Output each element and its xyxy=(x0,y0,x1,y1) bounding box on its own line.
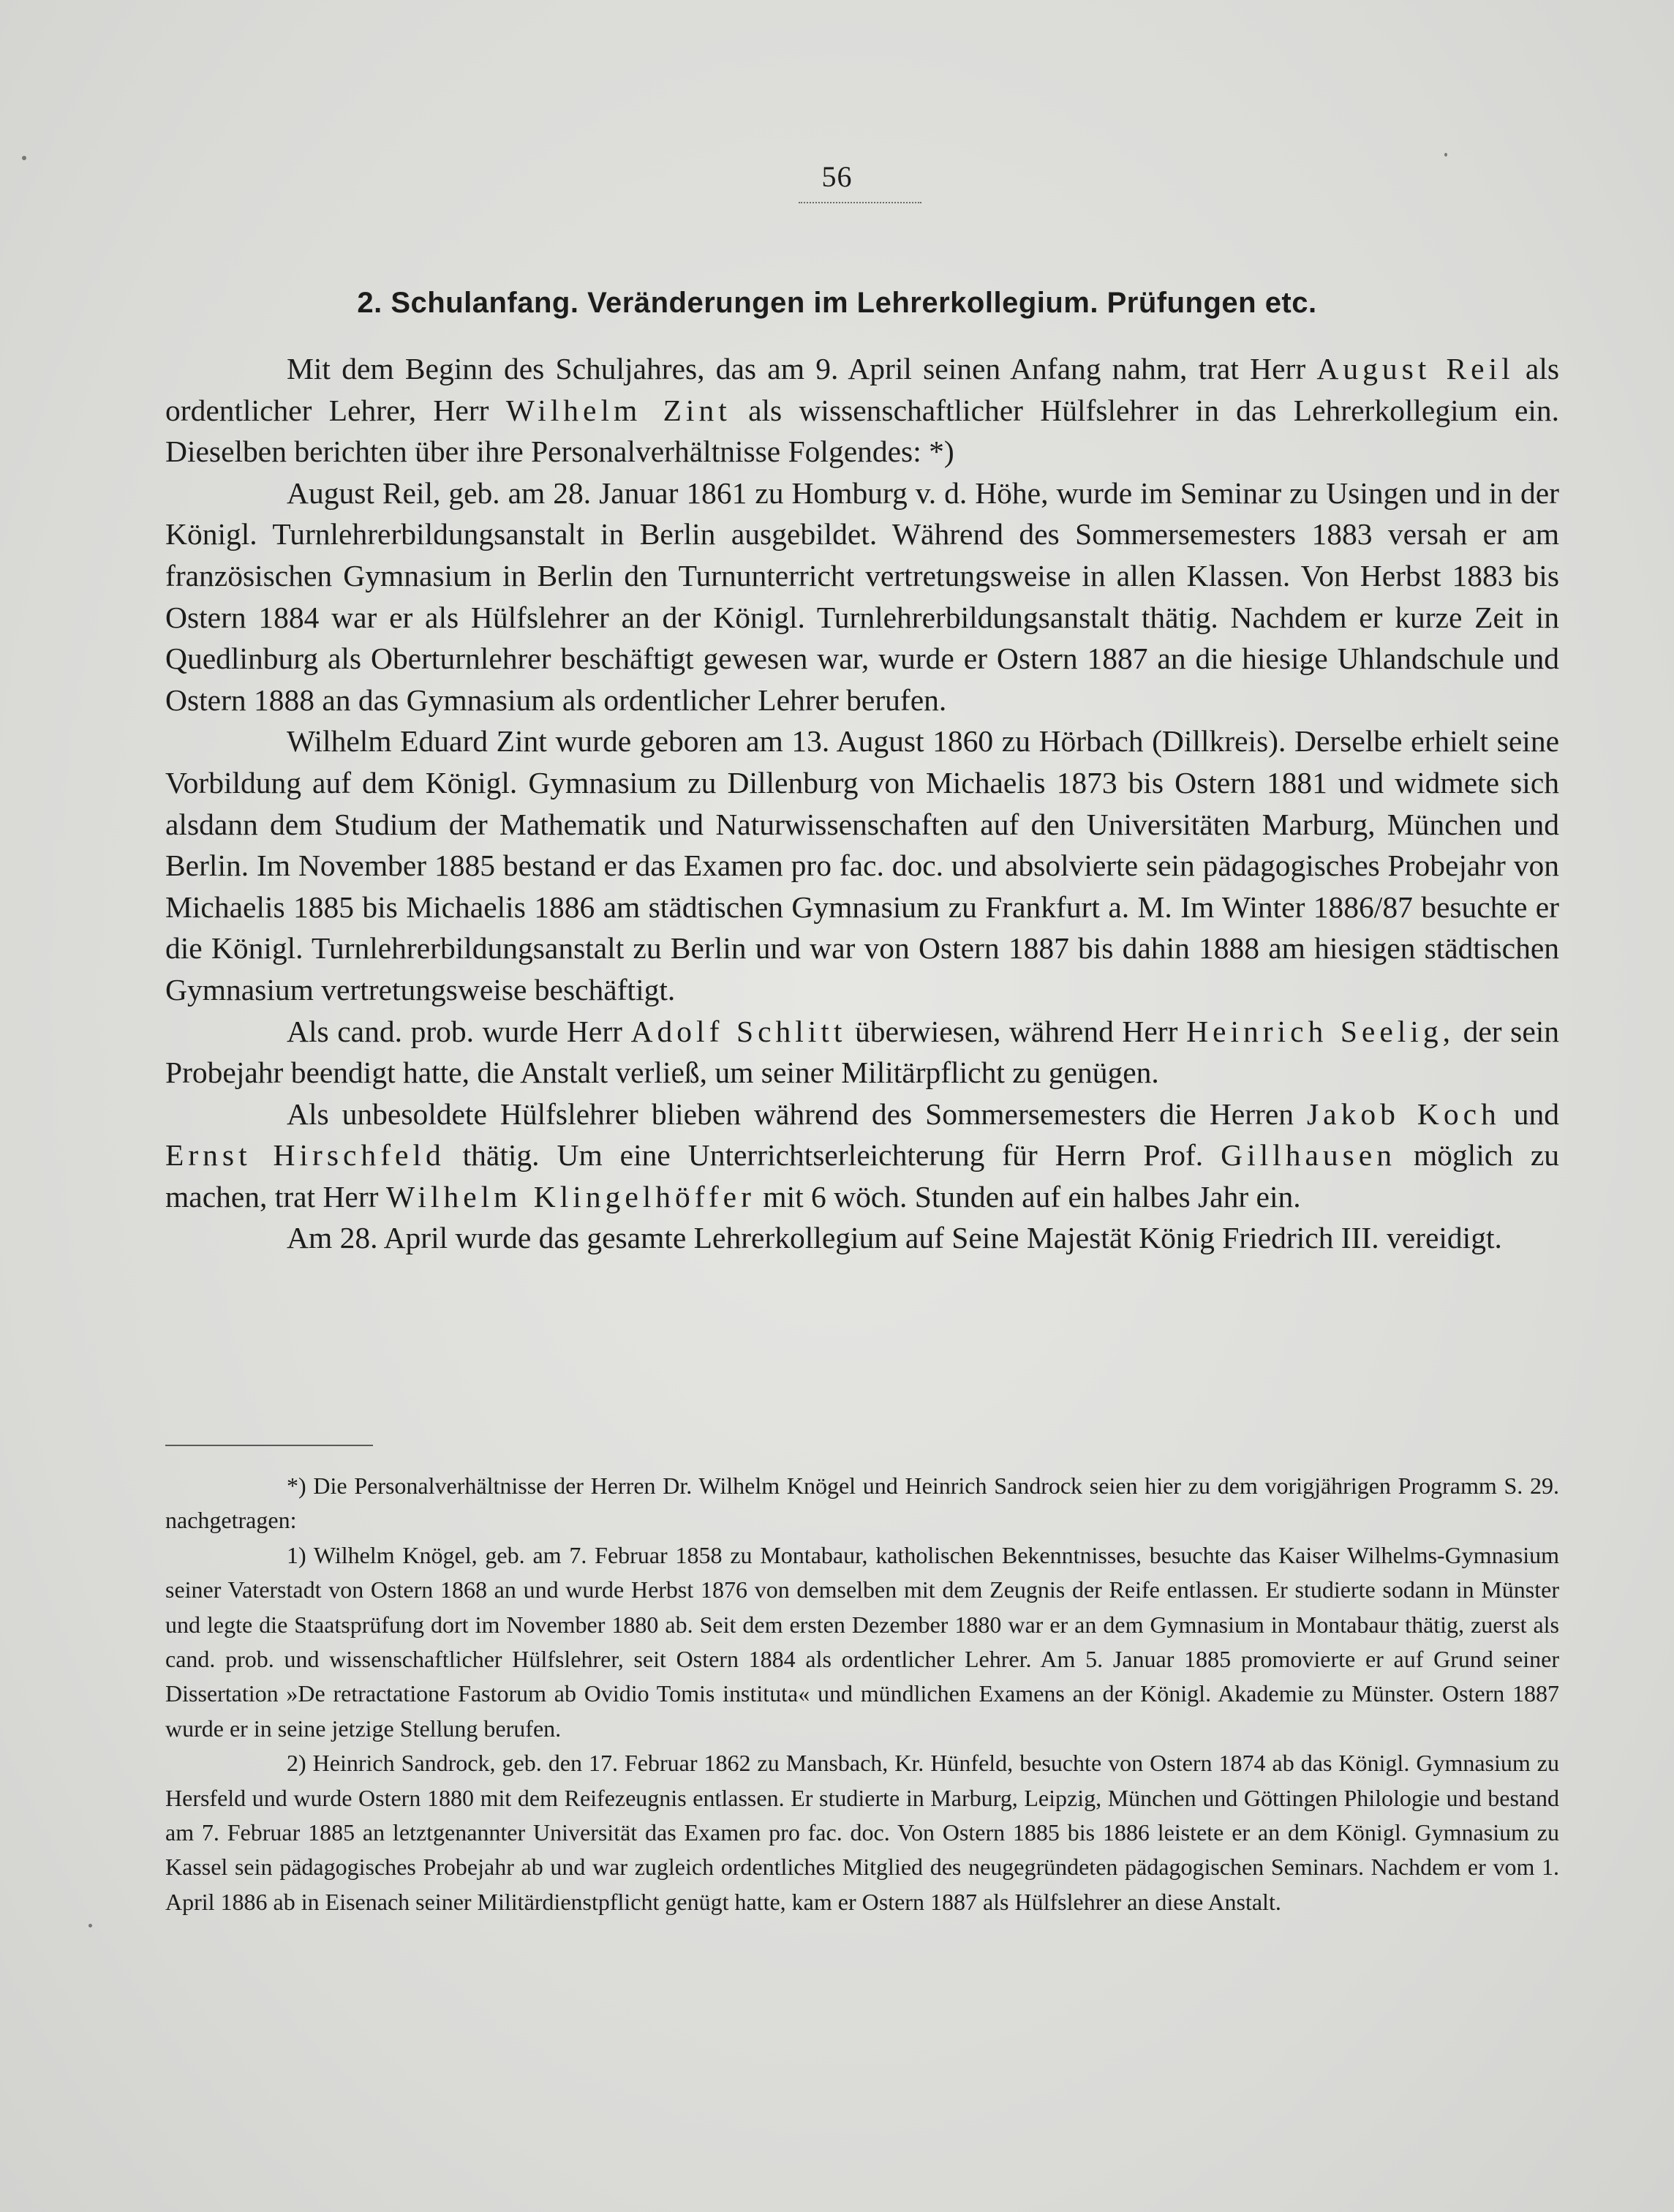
footnotes xyxy=(165,1469,1559,1919)
footnote-sandrock: 2) Heinrich Sandrock, geb. den 17. Februar 1862 zu Mansbach, Kr. Hünfeld, besuchte von Ostern 1874 ab das Königl. Gymnasium zu Hersfeld und wurde Ostern 1880 mit dem Reifezeugnis entlassen. Er studierte in Marburg, Leipzig, München und Göttingen Philologie und bestand am 7. Februar 1885 an letztgenannter Universität das Examen pro fac. doc. Von Ostern 1885 bis 1886 leistete er an dem Königl. Gymnasium zu Kassel sein pädagogisches Probejahr ab und war zugleich ordentliches Mitglied des neugegründeten pädagogischen Seminars. Nachdem er vom 1. April 1886 ab in Eisenach seiner Militärdienstpflicht genügt hatte, kam er Ostern 1887 als Hülfslehrer an diese Anstalt. xyxy=(165,1750,1559,1915)
spaced-name: Jakob Koch xyxy=(1307,1096,1501,1131)
body-text xyxy=(165,348,1559,1259)
scan-speck xyxy=(1444,153,1447,157)
scan-speck xyxy=(88,1924,92,1927)
spaced-name: Heinrich Seelig, xyxy=(1186,1014,1455,1048)
paragraph-zint-biography: Wilhelm Eduard Zint wurde geboren am 13. August 1860 zu Hörbach (Dillkreis). Derselbe erhielt seine Vorbildung auf dem Königl. Gymnasium zu Dillenburg von Michaelis 1873 bis Ostern 1881 und widmete sich alsdann dem Studium der Mathematik und Naturwissenschaften auf den Universitäten Marburg, München und Berlin. Im November 1885 bestand er das Examen pro fac. doc. und absolvierte sein pädagogisches Probejahr von Michaelis 1885 bis Michaelis 1886 am städtischen Gymnasium zu Frankfurt a. M. Im Winter 1886/87 besuchte er die Königl. Turnlehrerbildungsanstalt zu Berlin und war von Ostern 1887 bis dahin 1888 am hiesigen städtischen Gymnasium vertretungsweise beschäftigt. xyxy=(165,724,1559,1007)
spaced-name: Wilhelm Zint xyxy=(505,393,731,427)
paragraph-new-teachers: Mit dem Beginn des Schuljahres, das am 9. April seinen Anfang nahm, trat Herr August Reil als ordentlicher Lehrer, Herr Wilhelm Zint als wissenschaftlicher Hülfslehrer in das Lehrerkollegium ein. Dieselben berichten über ihre Personalverhältnisse Folgendes: *) xyxy=(165,352,1560,469)
paragraph-reil-biography: August Reil, geb. am 28. Januar 1861 zu Homburg v. d. Höhe, wurde im Seminar zu Usingen und in der Königl. Turnlehrerbildungsanstalt in Berlin ausgebildet. Während des Sommersemesters 1883 versah er am französischen Gymnasium in Berlin den Turnunterricht vertretungsweise in allen Klassen. Von Herbst 1883 bis Ostern 1884 war er als Hülfslehrer an der Königl. Turnlehrerbildungsanstalt thätig. Nachdem er kurze Zeit in Quedlinburg als Oberturnlehrer beschäftigt gewesen war, wurde er Ostern 1887 an die hiesige Uhlandschule und Ostern 1888 an das Gymnasium als ordentlicher Lehrer berufen. xyxy=(165,475,1559,717)
page-number-underline xyxy=(799,202,921,203)
section-heading: 2. Schulanfang. Veränderungen im Lehrerkollegium. Prüfungen etc. xyxy=(357,287,1317,319)
spaced-name: Gillhausen xyxy=(1221,1138,1396,1173)
page-number: 56 xyxy=(821,160,853,193)
footnote-separator xyxy=(165,1445,373,1446)
paragraph-oath: Am 28. April wurde das gesamte Lehrerkollegium auf Seine Majestät König Friedrich III. vereidigt. xyxy=(287,1221,1502,1255)
spaced-name: August Reil xyxy=(1316,352,1515,385)
footnote-knoegel: 1) Wilhelm Knögel, geb. am 7. Februar 1858 zu Montabaur, katholischen Bekenntnisses, besuchte das Kaiser Wilhelms-Gymnasium seiner Vaterstadt von Ostern 1868 an und wurde Herbst 1876 von demselben mit dem Zeugnis der Reife entlassen. Er studierte sodann in Münster und legte die Staatsprüfung dort im November 1880 ab. Seit dem ersten Dezember 1880 war er an dem Gymnasium in Montabaur thätig, zuerst als cand. prob. und wissenschaftlicher Hülfslehrer, seit Ostern 1884 als ordentlicher Lehrer. Am 5. Januar 1885 promovierte er auf Grund seiner Dissertation »De retractatione Fastorum ab Ovidio Tomis instituta« und mündlichen Examens an der Königl. Akademie zu Münster. Ostern 1887 wurde er in seine jetzige Stellung berufen. xyxy=(165,1541,1559,1742)
paragraph-probation-candidates: Als cand. prob. wurde Herr Adolf Schlitt überwiesen, während Herr Heinrich Seelig, der sein Probejahr beendigt hatte, die Anstalt verließ, um seiner Militärpflicht zu genügen. xyxy=(165,1014,1560,1090)
spaced-name: Ernst Hirschfeld xyxy=(165,1138,445,1173)
paragraph-unpaid-assistants: Als unbesoldete Hülfslehrer blieben während des Sommersemesters die Herren Jakob Koch und Ernst Hirschfeld thätig. Um eine Unterrichtserleichterung für Herrn Prof. Gillhausen möglich zu machen, trat Herr Wilhelm Klingelhöffer mit 6 wöch. Stunden auf ein halbes Jahr ein. xyxy=(165,1096,1560,1214)
spaced-name: Wilhelm Klingelhöffer xyxy=(385,1179,755,1214)
footnote-intro: *) Die Personalverhältnisse der Herren Dr. Wilhelm Knögel und Heinrich Sandrock seien hier zu dem vorigjährigen Programm S. 29. nachgetragen: xyxy=(165,1472,1559,1534)
spaced-name: Adolf Schlitt xyxy=(630,1014,847,1048)
